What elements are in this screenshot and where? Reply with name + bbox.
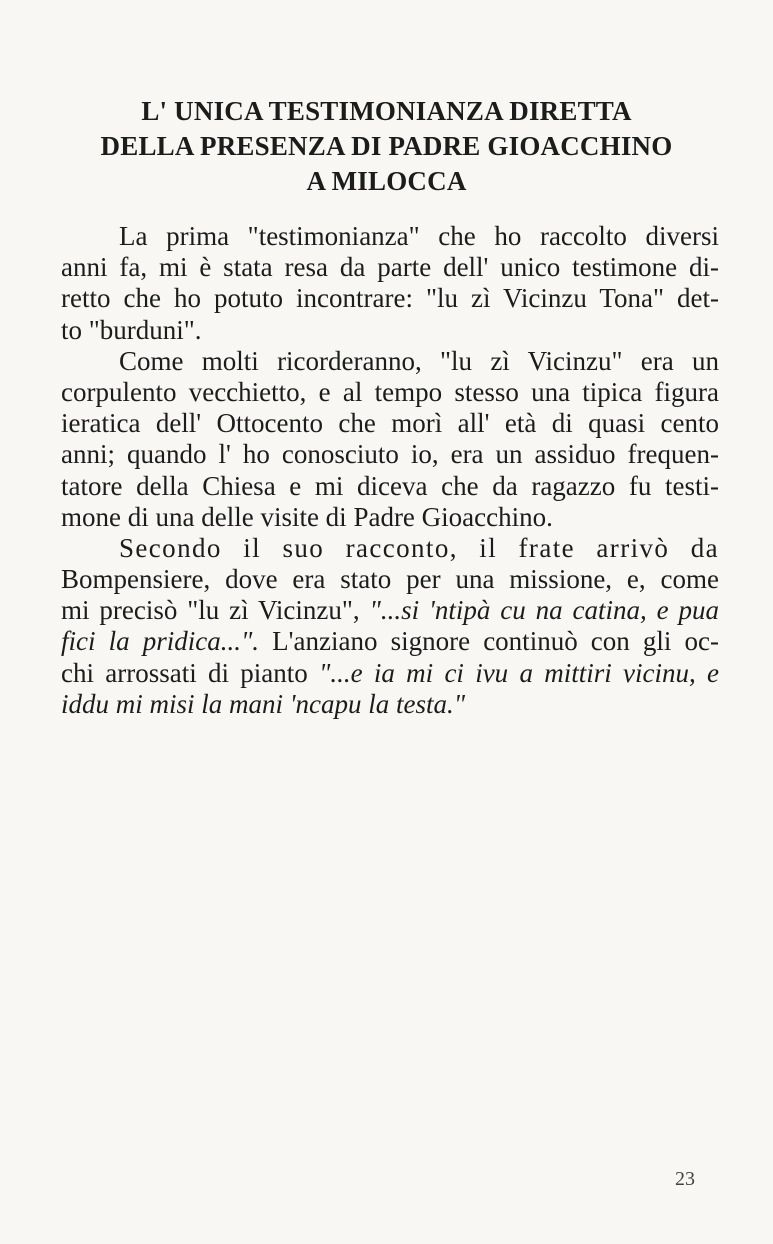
text-line [61, 626, 719, 657]
text-line: retto che ho potuto incontrare: "lu zì Vicinzu Tona" det- [61, 283, 719, 314]
page-number: 23 [675, 1168, 695, 1190]
text-line: anni fa, mi è stata resa da parte dell' unico testimone di- [61, 252, 719, 283]
text-line: Bompensiere, dove era stato per una missione, e, come [61, 564, 719, 595]
paragraph-2 [61, 346, 719, 533]
text-line: corpulento vecchietto, e al tempo stesso una tipica figura [61, 376, 719, 407]
text-line: ieratica dell' Ottocento che morì all' età di quasi cento [61, 408, 719, 439]
text-line: tatore della Chiesa e mi diceva che da ragazzo fu testi- [61, 470, 719, 501]
dialect-quote: "...e ia mi ci ivu a mittiri vicinu, e [319, 657, 719, 688]
dialect-quote: fici la pridica...". [61, 626, 260, 657]
body-text [61, 221, 719, 720]
title-line: A MILOCCA [306, 166, 467, 196]
paragraph-3 [61, 533, 719, 720]
chapter-title [55, 94, 718, 199]
text-line [61, 689, 719, 720]
title-line: L' UNICA TESTIMONIANZA DIRETTA [141, 96, 632, 126]
text-line: Secondo il suo racconto, il frate arrivò da [119, 532, 719, 563]
text-line [61, 595, 719, 626]
text-line: La prima "testimonianza" che ho raccolto diversi [119, 221, 719, 251]
dialect-quote: "...si 'ntipà cu na catina, e pua [359, 595, 719, 626]
text-segment: mi precisò "lu zì Vicinzu", [61, 595, 360, 626]
text-line [61, 658, 719, 689]
text-segment: chi arrossati di pianto [61, 657, 320, 688]
text-line: to "burduni". [61, 314, 202, 345]
text-line: anni; quando l' ho conosciuto io, era un assiduo frequen- [61, 439, 719, 470]
text-segment: L'anziano signore continuò con gli oc- [259, 626, 719, 657]
text-line: Come molti ricorderanno, "lu zì Vicinzu" era un [119, 345, 719, 376]
title-line: DELLA PRESENZA DI PADRE GIOACCHINO [100, 131, 673, 161]
dialect-quote: iddu mi misi la mani 'ncapu la testa." [61, 688, 466, 719]
paragraph-1 [61, 221, 719, 346]
text-line: mone di una delle visite di Padre Gioacchino. [61, 501, 553, 532]
